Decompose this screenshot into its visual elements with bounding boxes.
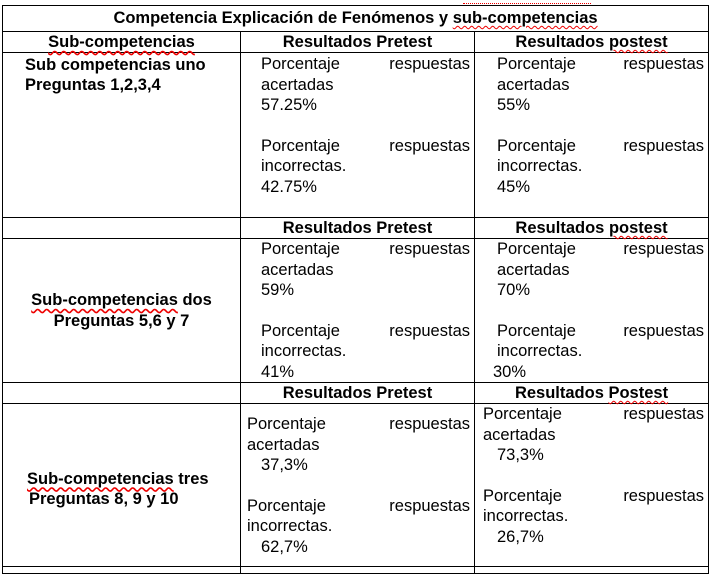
- label-line: tres: [173, 469, 209, 488]
- text: Porcentaje: [247, 496, 326, 515]
- text: acertadas: [497, 75, 570, 94]
- pretest-cell: [241, 404, 475, 567]
- text: Porcentaje: [483, 405, 562, 423]
- header-label-spellcheck: postest: [608, 33, 668, 51]
- table-row: [3, 404, 709, 567]
- subcompetence-label: [3, 239, 241, 383]
- text: incorrectas.: [497, 342, 583, 360]
- label-line: Preguntas 1,2,3,4: [25, 76, 161, 94]
- incorrect-value: 62,7%: [261, 537, 308, 556]
- table-row: [3, 53, 709, 218]
- header-pretest: Resultados Pretest: [241, 32, 475, 53]
- text: Porcentaje: [261, 321, 340, 340]
- text: respuestas: [389, 55, 470, 73]
- label-word-spellcheck: Sub-competencias: [31, 291, 178, 309]
- text: respuestas: [623, 321, 705, 340]
- text: respuestas: [389, 240, 470, 258]
- text: Porcentaje: [261, 136, 340, 155]
- incorrect-value: 45%: [497, 177, 531, 196]
- correct-value: 59%: [261, 281, 295, 299]
- header-label-spellcheck: postest: [608, 219, 668, 237]
- text: acertadas: [497, 260, 570, 279]
- title-text-spellcheck: sub-competencias: [452, 9, 598, 27]
- text: Porcentaje: [483, 486, 562, 505]
- postest-cell: [475, 53, 709, 218]
- label-line: dos: [177, 291, 212, 309]
- text: Porcentaje: [497, 136, 576, 155]
- text: respuestas: [623, 136, 705, 155]
- header-subcompetencias: [3, 32, 241, 53]
- header-postest: [475, 32, 709, 53]
- text: incorrectas.: [261, 157, 347, 175]
- incorrect-value: 41%: [261, 362, 295, 381]
- incorrect-value: 26,7%: [497, 527, 544, 546]
- text: Porcentaje: [261, 55, 340, 73]
- header-postest: [475, 218, 709, 239]
- text: respuestas: [623, 55, 705, 73]
- text: acertadas: [247, 435, 320, 454]
- text: acertadas: [261, 260, 334, 279]
- empty-header-cell: [3, 383, 241, 404]
- incorrect-value: 30%: [493, 362, 527, 381]
- text: Porcentaje: [261, 240, 340, 258]
- correct-value: 37,3%: [261, 456, 308, 474]
- correct-value: 55%: [497, 96, 531, 114]
- next-row-fragment: [475, 567, 709, 574]
- text: incorrectas.: [483, 507, 569, 525]
- subcompetence-label: [3, 404, 241, 567]
- text: Porcentaje: [497, 321, 576, 340]
- title-text: Competencia Explicación de Fenómenos y: [113, 9, 453, 27]
- text: incorrectas.: [247, 517, 333, 535]
- correct-value: 70%: [497, 281, 531, 299]
- text: respuestas: [623, 486, 705, 505]
- header-postest: [475, 383, 709, 404]
- text: Porcentaje: [497, 55, 576, 73]
- correct-value: 57.25%: [261, 96, 317, 114]
- text: respuestas: [389, 321, 470, 340]
- text: respuestas: [623, 405, 705, 423]
- text: acertadas: [483, 425, 556, 444]
- label-line: Preguntas 5,6 y 7: [53, 311, 190, 330]
- text: acertadas: [261, 75, 334, 94]
- label-line: Sub competencias uno: [25, 56, 206, 74]
- correct-value: 73,3%: [497, 446, 544, 464]
- next-row-fragment: [241, 567, 475, 574]
- postest-cell: [475, 404, 709, 567]
- label-line: Preguntas 8, 9 y 10: [29, 490, 179, 508]
- text: Porcentaje: [497, 240, 576, 258]
- header-pretest: Resultados Pretest: [241, 218, 475, 239]
- incorrect-value: 42.75%: [261, 177, 317, 196]
- text: respuestas: [389, 415, 470, 433]
- subcompetence-label: [3, 53, 241, 218]
- table-row: [3, 239, 709, 383]
- header-pretest: Resultados Pretest: [241, 383, 475, 404]
- empty-header-cell: [3, 218, 241, 239]
- text: respuestas: [389, 136, 470, 155]
- header-label: Resultados: [514, 384, 609, 402]
- text: incorrectas.: [497, 157, 583, 175]
- label-word-spellcheck: Sub-competencias: [27, 469, 174, 488]
- text: respuestas: [389, 496, 470, 515]
- text: Porcentaje: [247, 415, 326, 433]
- postest-cell: [475, 239, 709, 383]
- pretest-cell: [241, 239, 475, 383]
- header-label: Resultados: [515, 33, 609, 51]
- header-label-spellcheck: Postest: [608, 384, 669, 402]
- spellcheck-underline: [463, 0, 591, 4]
- text: respuestas: [623, 240, 705, 258]
- next-row-fragment: [3, 567, 241, 574]
- text: incorrectas.: [261, 342, 347, 360]
- header-label: Resultados: [515, 219, 609, 237]
- table-title: [3, 6, 709, 32]
- pretest-cell: [241, 53, 475, 218]
- header-label: Sub-competencias: [48, 33, 195, 51]
- results-table: [2, 5, 709, 574]
